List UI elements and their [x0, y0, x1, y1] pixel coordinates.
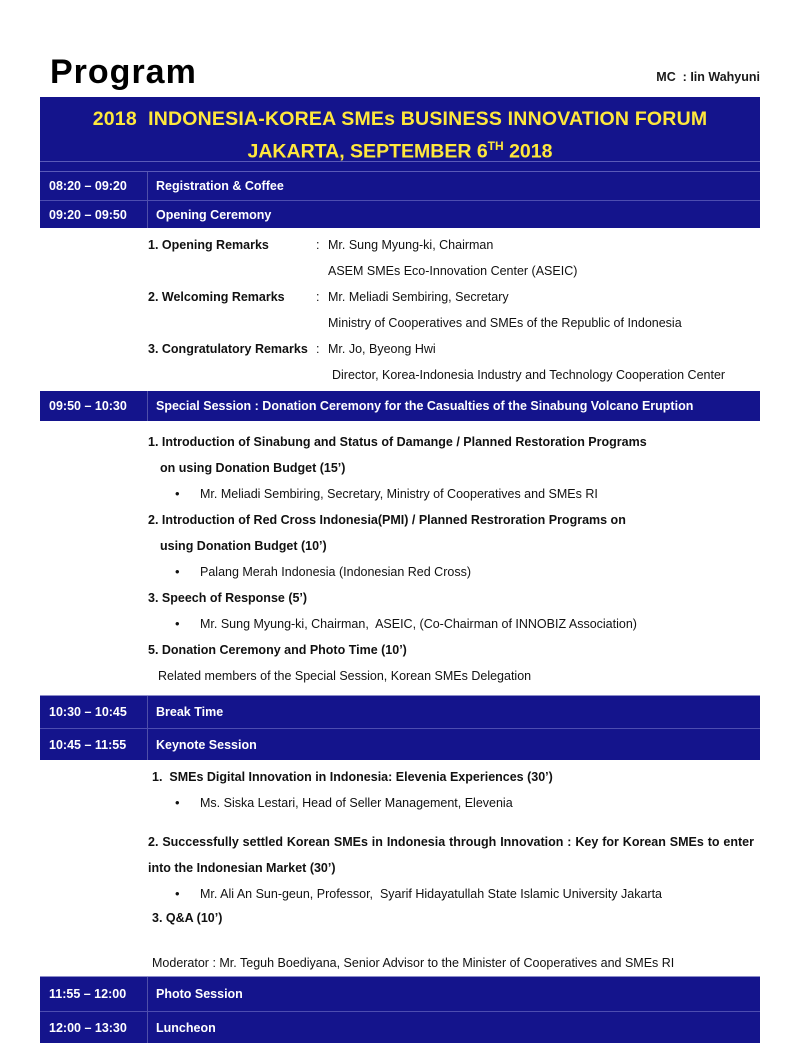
- item-label: 1. Opening Remarks: [148, 238, 269, 252]
- session-label: Opening Ceremony: [156, 208, 272, 222]
- welcoming-remarks-item: [148, 284, 754, 310]
- photo-luncheon-segment: [40, 976, 760, 1043]
- session-label: Break Time: [156, 705, 224, 719]
- speaker-text: Mr. Meliadi Sembiring, Secretary, Ministry of Cooperatives and SMEs RI: [200, 487, 598, 501]
- item-label: 2. Welcoming Remarks: [148, 290, 285, 304]
- special-item2-line2: using Donation Budget (10’): [160, 539, 327, 553]
- special-item2-line1: 2. Introduction of Red Cross Indonesia(PMI) / Planned Restroration Programs on: [148, 513, 626, 527]
- special-item1-line1: 1. Introduction of Sinabung and Status of Damange / Planned Restoration Programs: [148, 435, 647, 449]
- special-session-details: [40, 421, 760, 695]
- banner-date-year: 2018: [503, 140, 553, 163]
- bullet-icon: •: [175, 886, 180, 901]
- item-organization: Ministry of Cooperatives and SMEs of the Republic of Indonesia: [328, 316, 682, 330]
- schedule-row-luncheon: [40, 1011, 760, 1043]
- session-label: Luncheon: [156, 1021, 216, 1035]
- bullet-icon: •: [175, 564, 180, 579]
- bullet-icon: •: [175, 616, 180, 631]
- session-label: Keynote Session: [156, 738, 257, 752]
- keynote-item1-speaker-row: [148, 790, 754, 816]
- special-item3-speaker-row: [148, 611, 754, 637]
- time-cell: 09:20 – 09:50: [40, 201, 148, 228]
- mc-label: MC : Iin Wahyuni: [656, 70, 760, 84]
- break-keynote-segment: [40, 695, 760, 760]
- schedule-row-keynote: [40, 728, 760, 760]
- schedule-row-registration: [40, 172, 760, 200]
- session-label: Photo Session: [156, 987, 243, 1001]
- speaker-text: Mr. Ali An Sun-geun, Professor, Syarif Hidayatullah State Islamic University Jakarta: [200, 887, 663, 901]
- speaker-text: Mr. Sung Myung-ki, Chairman, ASEIC, (Co-Chairman of INNOBIZ Association): [200, 617, 637, 631]
- program-table: [40, 97, 760, 1043]
- keynote-session-details: [40, 760, 760, 976]
- schedule-row-special-session: [40, 391, 760, 421]
- banner-date-ordinal: TH: [487, 139, 504, 153]
- time-cell: 10:30 – 10:45: [40, 696, 148, 728]
- schedule-row-opening-ceremony: [40, 200, 760, 228]
- item-organization: Director, Korea-Indonesia Industry and Technology Cooperation Center: [332, 368, 726, 382]
- item-organization: ASEM SMEs Eco-Innovation Center (ASEIC): [328, 264, 578, 278]
- item-colon: :: [316, 290, 320, 304]
- keynote-item1: 1. SMEs Digital Innovation in Indonesia: Elevenia Experiences (30’): [152, 770, 553, 784]
- special-item2-speaker-row: [148, 559, 754, 585]
- keynote-moderator: Moderator : Mr. Teguh Boediyana, Senior Advisor to the Minister of Cooperatives and SMEs RI: [152, 956, 675, 970]
- schedule-row-photo: [40, 977, 760, 1011]
- time-cell: 12:00 – 13:30: [40, 1012, 148, 1043]
- session-label: Special Session : Donation Ceremony for the Casualties of the Sinabung Volcano Eruption: [156, 399, 694, 413]
- speaker-text: Ms. Siska Lestari, Head of Seller Management, Elevenia: [200, 796, 513, 810]
- congratulatory-remarks-item: [148, 336, 754, 362]
- special-session-segment: [40, 391, 760, 421]
- special-item1-speaker-row: [148, 481, 754, 507]
- keynote-item2-speaker-row: [148, 881, 754, 907]
- opening-remarks-item: [148, 232, 754, 258]
- banner-date-main: JAKARTA, SEPTEMBER 6: [247, 140, 488, 163]
- page-header: [0, 0, 800, 97]
- banner-segment: [40, 97, 760, 228]
- time-cell: 09:50 – 10:30: [40, 391, 148, 421]
- bullet-icon: •: [175, 486, 180, 501]
- item-label: 3. Congratulatory Remarks: [148, 342, 308, 356]
- item-speaker: Mr. Meliadi Sembiring, Secretary: [328, 290, 509, 304]
- schedule-row-break: [40, 696, 760, 728]
- opening-ceremony-details: [40, 228, 760, 391]
- keynote-item3: 3. Q&A (10’): [152, 911, 223, 925]
- bullet-icon: •: [175, 795, 180, 810]
- special-item5-note: Related members of the Special Session, Korean SMEs Delegation: [158, 669, 532, 683]
- item-colon: :: [316, 238, 320, 252]
- session-label: Registration & Coffee: [156, 179, 284, 193]
- special-item5: 5. Donation Ceremony and Photo Time (10’): [148, 643, 407, 657]
- forum-title-banner: [40, 97, 760, 161]
- special-item1-line2: on using Donation Budget (15’): [160, 461, 346, 475]
- item-speaker: Mr. Jo, Byeong Hwi: [328, 342, 436, 356]
- special-item3: 3. Speech of Response (5’): [148, 591, 308, 605]
- time-cell: 08:20 – 09:20: [40, 172, 148, 200]
- banner-title-line1: 2018 INDONESIA-KOREA SMEs BUSINESS INNOVATION FORUM: [92, 108, 708, 130]
- time-cell: 11:55 – 12:00: [40, 977, 148, 1011]
- time-cell: 10:45 – 11:55: [40, 729, 148, 760]
- item-speaker: Mr. Sung Myung-ki, Chairman: [328, 238, 494, 252]
- keynote-item2: 2. Successfully settled Korean SMEs in Indonesia through Innovation : Key for Korean SMEs to enter into the Indonesian Market (30’): [148, 835, 754, 875]
- page-title: Program: [50, 53, 197, 91]
- item-colon: :: [316, 342, 320, 356]
- speaker-text: Palang Merah Indonesia (Indonesian Red Cross): [200, 565, 471, 579]
